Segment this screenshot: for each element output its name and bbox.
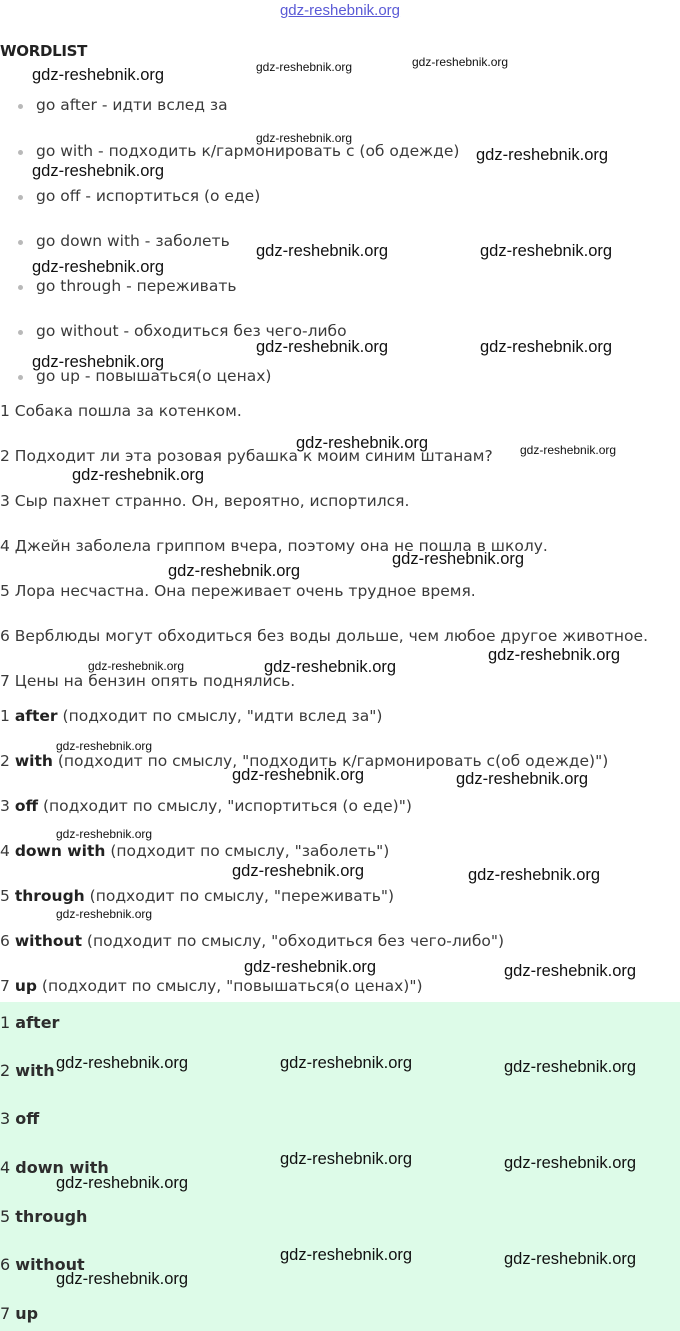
watermark: gdz-reshebnik.org <box>456 770 589 788</box>
answer-explanation: (подходит по смыслу, "заболеть") <box>110 842 390 860</box>
sentence-line: 3 Сыр пахнет странно. Он, вероятно, испортился. <box>0 492 410 510</box>
answer-number: 3 <box>0 797 10 815</box>
watermark: gdz-reshebnik.org <box>244 958 377 976</box>
watermark: gdz-reshebnik.org <box>256 131 353 145</box>
sentence-line: 1 Собака пошла за котенком. <box>0 402 242 420</box>
watermark: gdz-reshebnik.org <box>32 66 165 84</box>
answer-explanation: (подходит по смыслу, "обходиться без чего-либо") <box>86 932 505 950</box>
watermark: gdz-reshebnik.org <box>56 1270 189 1288</box>
answer-word: down with <box>14 842 106 860</box>
bullet-dot <box>18 150 23 155</box>
bullet-dot <box>18 195 23 200</box>
final-answer: 4 down with <box>0 1158 109 1177</box>
answer-explanation: (подходит по смыслу, "переживать") <box>89 887 395 905</box>
bullet-dot <box>18 104 23 109</box>
watermark: gdz-reshebnik.org <box>280 1054 413 1072</box>
bullet-dot <box>18 285 23 290</box>
watermark: gdz-reshebnik.org <box>256 338 389 356</box>
watermark: gdz-reshebnik.org <box>412 55 509 69</box>
watermark: gdz-reshebnik.org <box>256 242 389 260</box>
explanation-line <box>0 707 382 725</box>
watermark: gdz-reshebnik.org <box>56 1174 189 1192</box>
bullet-dot <box>18 330 23 335</box>
answer-word: through <box>14 887 85 905</box>
wordlist-item: go with - подходить к/гармонировать с (об одежде) <box>36 142 460 160</box>
watermark: gdz-reshebnik.org <box>32 258 165 276</box>
sentence-line: 6 Верблюды могут обходиться без воды дольше, чем любое другое животное. <box>0 627 649 645</box>
answer-number: 2 <box>0 752 10 770</box>
site-title-link[interactable]: gdz-reshebnik.org <box>279 2 401 19</box>
final-answer: 1 after <box>0 1013 60 1032</box>
final-answer: 3 off <box>0 1109 40 1128</box>
wordlist-item: go off - испортиться (о еде) <box>36 187 261 205</box>
watermark: gdz-reshebnik.org <box>56 739 153 753</box>
answer-word: without <box>14 932 82 950</box>
answer-explanation: (подходит по смыслу, "повышаться(о ценах)") <box>41 977 423 995</box>
answer-word: with <box>14 752 53 770</box>
wordlist-item: go down with - заболеть <box>36 232 230 250</box>
watermark: gdz-reshebnik.org <box>32 353 165 371</box>
watermark: gdz-reshebnik.org <box>56 907 153 921</box>
answer-word: up <box>14 977 37 995</box>
sentence-line: 5 Лора несчастна. Она переживает очень трудное время. <box>0 582 476 600</box>
watermark: gdz-reshebnik.org <box>88 659 185 673</box>
sentence-line: 4 Джейн заболела гриппом вчера, поэтому она не пошла в школу. <box>0 537 548 555</box>
watermark: gdz-reshebnik.org <box>32 162 165 180</box>
answer-number: 7 <box>0 977 10 995</box>
watermark: gdz-reshebnik.org <box>232 862 365 880</box>
watermark: gdz-reshebnik.org <box>488 646 621 664</box>
answer-number: 4 <box>0 842 10 860</box>
answer-number: 1 <box>0 707 10 725</box>
wordlist-item: go without - обходиться без чего-либо <box>36 322 347 340</box>
wordlist-item: go through - переживать <box>36 277 237 295</box>
bullet-dot <box>18 375 23 380</box>
final-answer: 5 through <box>0 1207 88 1226</box>
watermark: gdz-reshebnik.org <box>504 1250 637 1268</box>
watermark: gdz-reshebnik.org <box>468 866 601 884</box>
answer-word: after <box>14 707 58 725</box>
watermark: gdz-reshebnik.org <box>264 658 397 676</box>
watermark: gdz-reshebnik.org <box>520 443 617 457</box>
final-answer: 7 up <box>0 1304 39 1323</box>
answer-explanation: (подходит по смыслу, "подходить к/гармонировать с(об одежде)") <box>57 752 609 770</box>
watermark: gdz-reshebnik.org <box>56 827 153 841</box>
watermark: gdz-reshebnik.org <box>480 242 613 260</box>
wordlist-item: go after - идти вслед за <box>36 96 228 114</box>
sentence-line: 2 Подходит ли эта розовая рубашка к моим синим штанам? <box>0 447 493 465</box>
watermark: gdz-reshebnik.org <box>280 1150 413 1168</box>
explanation-line <box>0 932 504 950</box>
explanation-line <box>0 977 423 995</box>
watermark: gdz-reshebnik.org <box>56 1054 189 1072</box>
watermark: gdz-reshebnik.org <box>504 1058 637 1076</box>
watermark: gdz-reshebnik.org <box>72 466 205 484</box>
bullet-dot <box>18 240 23 245</box>
watermark: gdz-reshebnik.org <box>232 766 365 784</box>
answer-number: 5 <box>0 887 10 905</box>
watermark: gdz-reshebnik.org <box>256 60 353 74</box>
wordlist-item: go up - повышаться(о ценах) <box>36 367 272 385</box>
answer-word: off <box>14 797 39 815</box>
final-answer: 2 with <box>0 1061 55 1080</box>
explanation-line <box>0 887 394 905</box>
watermark: gdz-reshebnik.org <box>480 338 613 356</box>
watermark: gdz-reshebnik.org <box>504 1154 637 1172</box>
sentence-line: 7 Цены на бензин опять поднялись. <box>0 672 296 690</box>
watermark: gdz-reshebnik.org <box>280 1246 413 1264</box>
watermark: gdz-reshebnik.org <box>296 434 429 452</box>
watermark: gdz-reshebnik.org <box>168 562 301 580</box>
explanation-line <box>0 797 412 815</box>
final-answer: 6 without <box>0 1255 85 1274</box>
answer-explanation: (подходит по смыслу, "испортиться (о еде)") <box>42 797 412 815</box>
watermark: gdz-reshebnik.org <box>476 146 609 164</box>
answer-explanation: (подходит по смыслу, "идти вслед за") <box>62 707 383 725</box>
wordlist-heading: WORDLIST <box>0 42 88 60</box>
watermark: gdz-reshebnik.org <box>504 962 637 980</box>
explanation-line <box>0 842 389 860</box>
watermark: gdz-reshebnik.org <box>392 550 525 568</box>
answer-number: 6 <box>0 932 10 950</box>
